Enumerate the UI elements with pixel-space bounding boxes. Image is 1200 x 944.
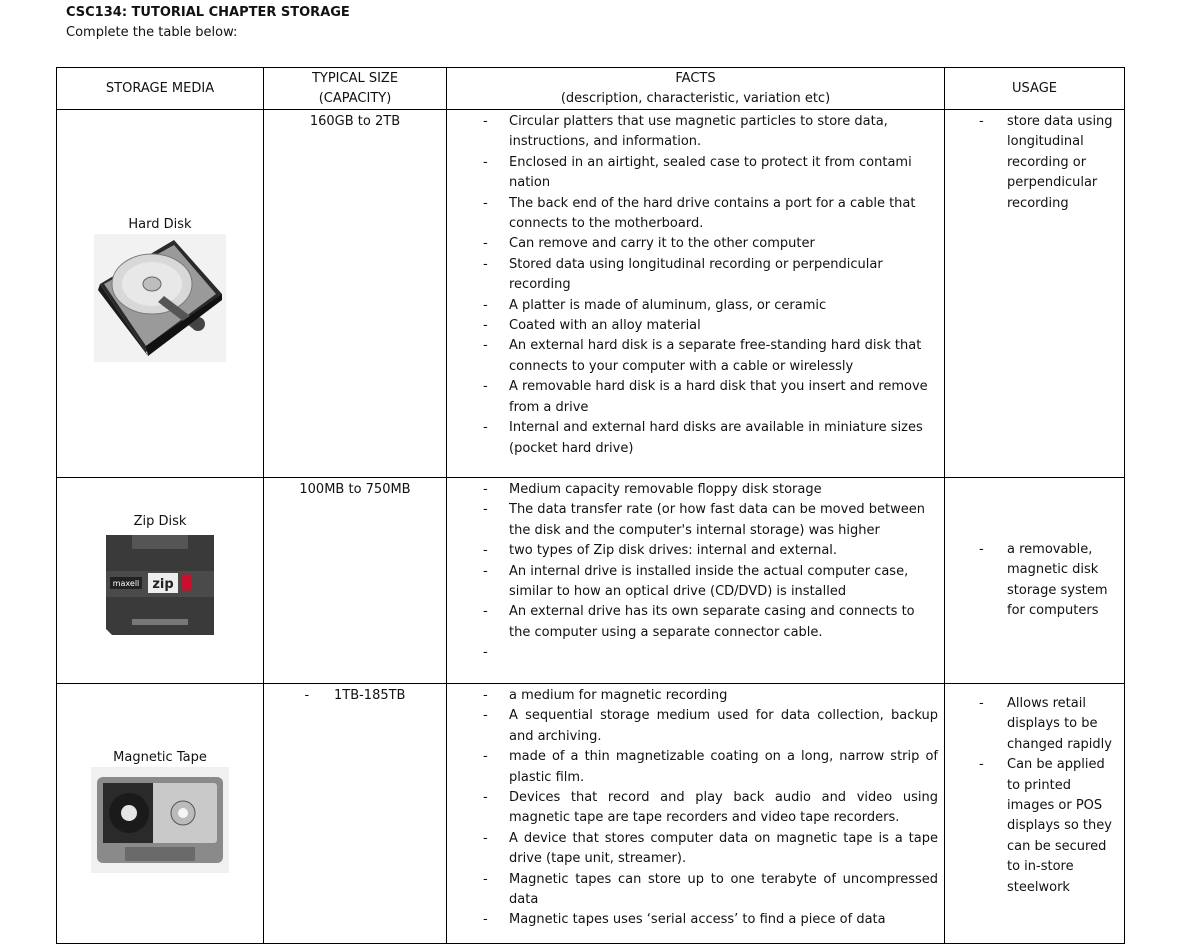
- size-cell: [264, 684, 447, 944]
- size-cell: [264, 110, 447, 478]
- hard-disk-image: [94, 234, 226, 362]
- media-name: Magnetic Tape: [113, 750, 207, 765]
- list-item: - The back end of the hard drive contains a port for a cable that connects to the motherboard.: [447, 194, 938, 235]
- magnetic-tape-image: [91, 767, 229, 873]
- list-item: [447, 643, 938, 663]
- list-item: - Circular platters that use magnetic particles to store data, instructions, and information.: [447, 112, 938, 153]
- list-item: - Can remove and carry it to the other computer: [447, 234, 938, 254]
- document-instruction: Complete the table below:: [66, 25, 238, 40]
- list-item: - a removable, magnetic disk storage system for computers: [945, 540, 1120, 622]
- list-item: - A platter is made of aluminum, glass, or ceramic: [447, 296, 938, 316]
- list-item: - A removable hard disk is a hard disk that you insert and remove from a drive: [447, 377, 938, 418]
- list-item: - Medium capacity removable floppy disk storage: [447, 480, 938, 500]
- list-item: - The data transfer rate (or how fast data can be moved between the disk and the computer's internal storage) was higher: [447, 500, 938, 541]
- table-row: [57, 478, 1125, 684]
- header-usage: USAGE: [945, 68, 1125, 110]
- media-cell: [57, 684, 264, 944]
- header-facts: FACTS (description, characteristic, variation etc): [447, 68, 945, 110]
- list-item: - A sequential storage medium used for data collection, backup and archiving.: [447, 706, 938, 747]
- facts-list: [447, 684, 944, 931]
- zip-brand-label: maxell: [112, 579, 140, 588]
- header-typical-size: TYPICAL SIZE (CAPACITY): [264, 68, 447, 110]
- header-storage-media: STORAGE MEDIA: [57, 68, 264, 110]
- list-item: - An internal drive is installed inside the actual computer case, similar to how an optical drive (CD/DVD) is installed: [447, 562, 938, 603]
- size-value: 100MB to 750MB: [299, 482, 411, 497]
- usage-cell: [945, 110, 1125, 478]
- usage-cell: [945, 684, 1125, 944]
- list-item: - An external hard disk is a separate free-standing hard disk that connects to your computer with a cable or wirelessly: [447, 336, 938, 377]
- size-cell: [264, 478, 447, 684]
- media-cell: [57, 110, 264, 478]
- list-item: - Enclosed in an airtight, sealed case to protect it from contami nation: [447, 153, 938, 194]
- table-row: [57, 110, 1125, 478]
- list-item: - made of a thin magnetizable coating on a long, narrow strip of plastic film.: [447, 747, 938, 788]
- media-cell: [57, 478, 264, 684]
- size-value: - 1TB-185TB: [304, 688, 406, 703]
- usage-list: [945, 684, 1124, 898]
- table-header-row: [57, 68, 1125, 110]
- list-item: - Stored data using longitudinal recording or perpendicular recording: [447, 255, 938, 296]
- list-item: - Internal and external hard disks are available in miniature sizes (pocket hard drive): [447, 418, 938, 459]
- list-item: - Magnetic tapes uses ‘serial access’ to find a piece of data: [447, 910, 938, 930]
- list-item: - Can be applied to printed images or POS displays so they can be secured to in-store steelwork: [945, 755, 1120, 898]
- facts-cell: [447, 478, 945, 684]
- list-item: - store data using longitudinal recording or perpendicular recording: [945, 112, 1120, 214]
- size-value: 160GB to 2TB: [309, 114, 401, 129]
- zip-disk-image: [102, 531, 218, 641]
- media-name: Hard Disk: [128, 217, 192, 232]
- media-name: Zip Disk: [133, 514, 187, 529]
- usage-cell: [945, 478, 1125, 684]
- zip-logo: zip: [152, 577, 174, 592]
- usage-list: [945, 540, 1124, 622]
- usage-list: [945, 110, 1124, 214]
- storage-table: [56, 67, 1125, 944]
- facts-cell: [447, 684, 945, 944]
- table-row: [57, 684, 1125, 944]
- document-title: CSC134: TUTORIAL CHAPTER STORAGE: [66, 5, 350, 20]
- facts-cell: [447, 110, 945, 478]
- list-item: - a medium for magnetic recording: [447, 686, 938, 706]
- list-item: - An external drive has its own separate casing and connects to the computer using a separate connector cable.: [447, 602, 938, 643]
- list-item: - two types of Zip disk drives: internal and external.: [447, 541, 938, 561]
- list-item: - A device that stores computer data on magnetic tape is a tape drive (tape unit, streamer).: [447, 829, 938, 870]
- list-item: - Devices that record and play back audio and video using magnetic tape are tape recorders and video tape recorders.: [447, 788, 938, 829]
- document-header: [66, 3, 350, 43]
- facts-list: [447, 110, 944, 459]
- list-item: - Coated with an alloy material: [447, 316, 938, 336]
- list-item: - Magnetic tapes can store up to one terabyte of uncompressed data: [447, 870, 938, 911]
- list-item: - Allows retail displays to be changed rapidly: [945, 694, 1120, 755]
- facts-list: [447, 478, 944, 663]
